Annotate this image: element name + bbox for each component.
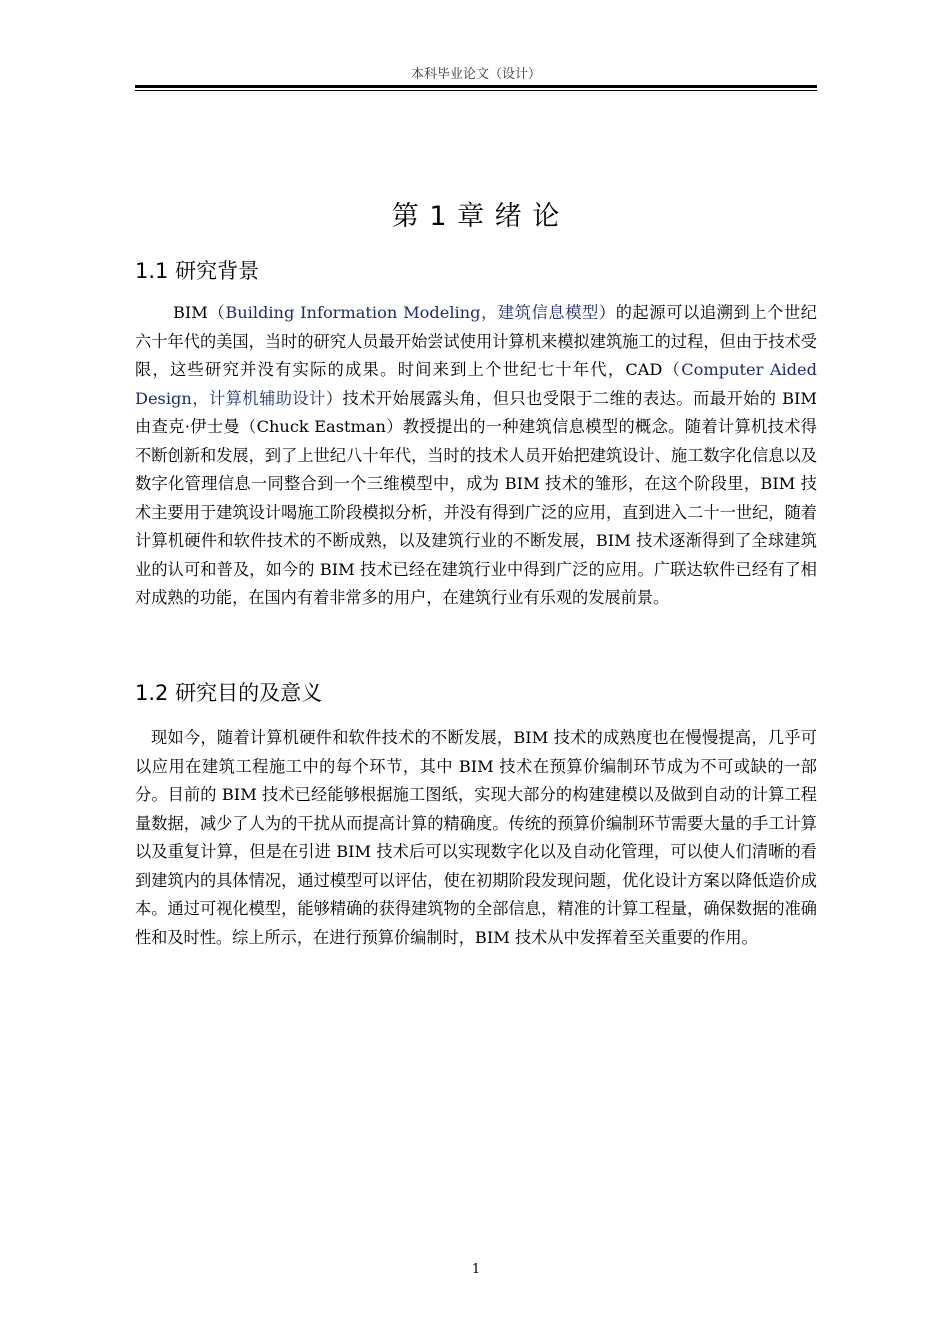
paragraph-term-highlight: Building Information Modeling，建筑信息模型 bbox=[225, 303, 599, 322]
paragraph-text: ）技术开始展露头角，但只也受限于二维的表达。而最开始的 BIM 由查克·伊士曼（Chuck Eastman）教授提出的一种建筑信息模型的概念。随着计算机技术得不断创新和发展，到了上世纪八十年代，当时的技术人员开始把建筑设计、施工数字化信息以及数字化管理信息一同整合到一个三维模型中，成为 BIM 技术的雏形，在这个阶段里，BIM 技术主要用于建筑设计喝施工阶段模拟分析，并没有得到广泛的应用，直到进入二十一世纪，随着计算机硬件和软件技术的不断成熟，以及建筑行业的不断发展，BIM 技术逐渐得到了全球建筑业的认可和普及，如今的 BIM 技术已经在建筑行业中得到广泛的应用。广联达软件已经有了相对成熟的功能，在国内有着非常多的用户，在建筑行业有乐观的发展前景。 bbox=[135, 388, 817, 607]
paragraph-purpose: 现如今，随着计算机硬件和软件技术的不断发展，BIM 技术的成熟度也在慢慢提高，几乎可以应用在建筑工程施工中的每个环节，其中 BIM 技术在预算价编制环节成为不可或缺的一部分。目前的 BIM 技术已经能够根据施工图纸，实现大部分的构建建模以及做到自动的计算工程量数据，减少了人为的干扰从而提高计算的精确度。传统的预算价编制环节需要大量的手工计算以及重复计算，但是在引进 BIM 技术后可以实现数字化以及自动化管理，可以使人们清晰的看到建筑内的具体情况，通过模型可以评估，使在初期阶段发现问题，优化设计方案以降低造价成本。通过可视化模型，能够精确的获得建筑物的全部信息，精准的计算工程量，确保数据的准确性和及时性。综上所示，在进行预算价编制时，BIM 技术从中发挥着至关重要的作用。 bbox=[135, 728, 817, 947]
section-heading-purpose: 1.2 研究目的及意义 bbox=[135, 681, 323, 705]
page-header: 本科毕业论文（设计） bbox=[410, 67, 541, 82]
paragraph-text: BIM（ bbox=[173, 303, 226, 322]
paragraph-text: ）的起源可以追溯到上个世纪六十年代的美国，当时的研究人员最开始尝试使用计算机来模拟建筑施工的过程，但由于技术受限，这些研究并没有实际的成果。时间来到上个世纪七十年代，CAD（ bbox=[135, 303, 817, 379]
header-rule-thin bbox=[135, 90, 817, 91]
section-heading-background: 1.1 研究背景 bbox=[135, 259, 260, 283]
page-number: 1 bbox=[471, 1262, 481, 1277]
chapter-title: 第 1 章 绪 论 bbox=[391, 201, 561, 232]
paragraph-term-highlight: Computer Aided Design，计算机辅助设计 bbox=[135, 360, 817, 408]
header-rule-thick bbox=[135, 85, 817, 88]
paragraph-background bbox=[135, 299, 817, 613]
